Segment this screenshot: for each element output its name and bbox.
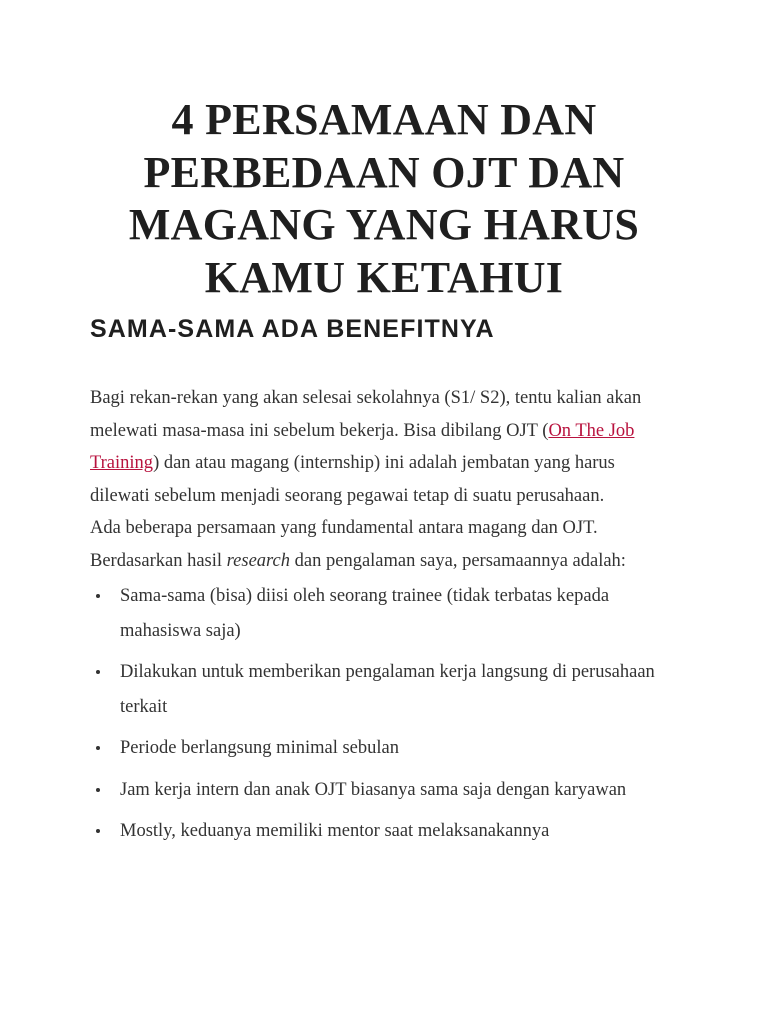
ojt-link[interactable]: On The Job Training bbox=[90, 420, 635, 473]
bullet-icon bbox=[96, 746, 100, 750]
list-item bbox=[90, 579, 678, 648]
intro-paragraph bbox=[90, 382, 678, 512]
similarities-text-end: dan pengalaman saya, persamaannya adalah: bbox=[290, 550, 626, 571]
research-italic: research bbox=[226, 550, 291, 571]
list-item bbox=[90, 773, 678, 808]
bullet-icon bbox=[96, 788, 100, 792]
intro-text-end: ) dan atau magang (internship) ini adalah jembatan yang harus dilewati sebelum menjadi seorang pegawai tetap di suatu perusahaan. bbox=[90, 453, 615, 506]
list-item-text: Sama-sama (bisa) diisi oleh seorang trainee (tidak terbatas kepada mahasiswa saja) bbox=[120, 586, 610, 641]
intro-text-start: Bagi rekan-rekan yang akan selesai sekolahnya (S1/ S2), tentu kalian akan melewati masa-masa ini sebelum bekerja. Bisa dibilang OJT ( bbox=[90, 388, 642, 441]
list-item-text: Dilakukan untuk memberikan pengalaman kerja langsung di perusahaan terkait bbox=[120, 662, 655, 717]
article-title: 4 PERSAMAAN DAN PERBEDAAN OJT DAN MAGANG YANG HARUS KAMU KETAHUI bbox=[128, 95, 640, 302]
bullet-icon bbox=[96, 594, 100, 598]
article bbox=[90, 94, 678, 856]
bullet-icon bbox=[96, 829, 100, 833]
bullet-icon bbox=[96, 670, 100, 674]
list-item bbox=[90, 655, 678, 724]
list-item-text: Periode berlangsung minimal sebulan bbox=[120, 738, 399, 758]
section-heading: SAMA-SAMA ADA BENEFITNYA bbox=[90, 315, 495, 343]
similarities-text-start: Ada beberapa persamaan yang fundamental antara magang dan OJT. Berdasarkan hasil bbox=[90, 518, 598, 571]
similarities-list bbox=[90, 579, 678, 849]
similarities-intro bbox=[90, 512, 678, 577]
list-item-text: Mostly, keduanya memiliki mentor saat melaksanakannya bbox=[120, 821, 550, 841]
list-item bbox=[90, 814, 678, 849]
list-item-text: Jam kerja intern dan anak OJT biasanya sama saja dengan karyawan bbox=[120, 779, 627, 800]
list-item bbox=[90, 731, 678, 766]
